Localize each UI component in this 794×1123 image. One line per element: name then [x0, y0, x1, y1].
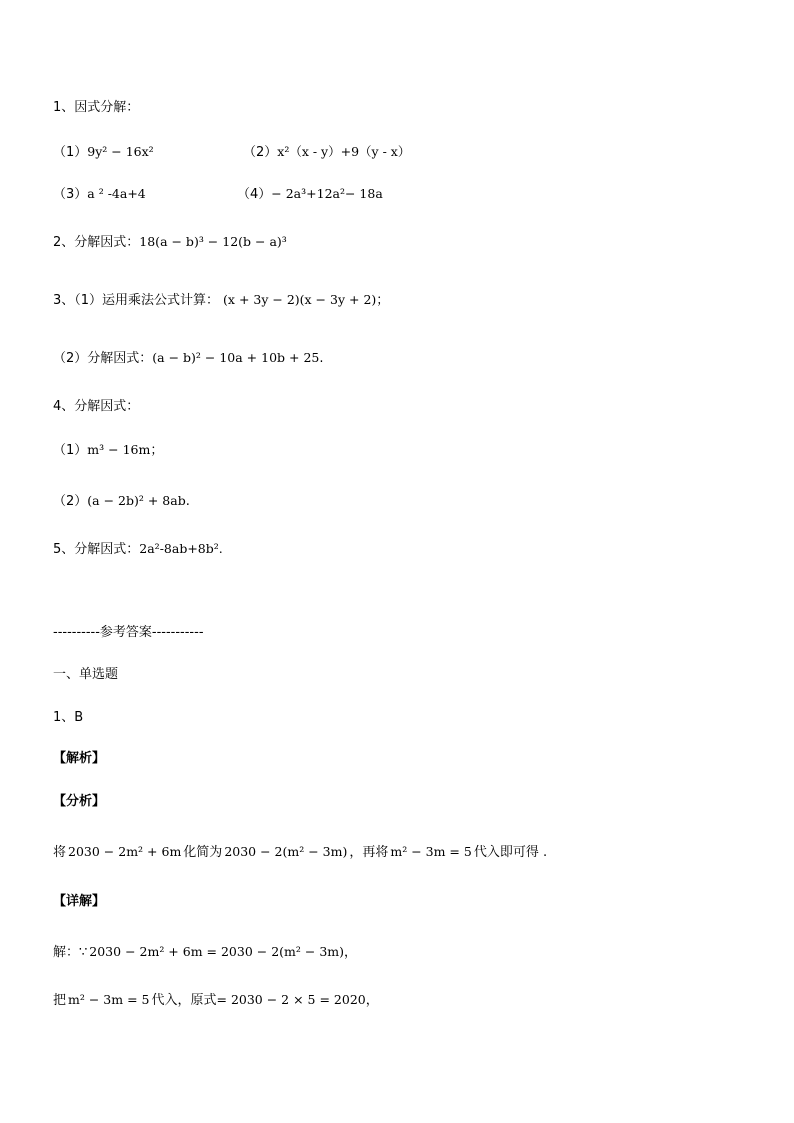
- answer-1: 1、B: [53, 710, 84, 725]
- math-expression: (a − b)² − 10a + 10b + 25: [152, 350, 320, 365]
- math-expression: (x + 3y − 2)(x − 3y + 2): [223, 292, 377, 307]
- section-title: 一、单选题: [53, 667, 119, 682]
- math-expression: (a − 2b)² + 8ab: [87, 493, 186, 508]
- problem-4-title: 4、分解因式：: [53, 399, 140, 414]
- math-expression: a ² -4a+4: [87, 186, 146, 201]
- text-segment: 化简为: [183, 845, 223, 860]
- punctuation: ，: [344, 945, 358, 960]
- problem-3-part-1: [53, 291, 389, 310]
- math-expression: 2030 − 2(m² − 3m): [224, 844, 348, 859]
- math-expression: 2a²-8ab+8b².: [139, 541, 223, 556]
- text-segment: 代入即可得 .: [473, 845, 548, 860]
- text-segment: 将: [53, 845, 67, 860]
- math-expression: m² − 3m = 5: [390, 844, 472, 859]
- text-segment: 代入，原式: [151, 993, 217, 1008]
- math-expression: 2030 − 2m² + 6m: [68, 844, 182, 859]
- punctuation: ，: [365, 993, 379, 1008]
- math-expression: 9y² − 16x²: [87, 144, 154, 159]
- text-segment: 把: [53, 993, 67, 1008]
- part-label: （3）: [53, 187, 88, 202]
- problem-label: 2、分解因式：: [53, 235, 140, 250]
- math-expression: 2030 − 2m² + 6m = 2030 − 2(m² − 3m): [89, 944, 345, 959]
- problem-1-part-2: [243, 143, 410, 162]
- problem-label: 3、（1）运用乘法公式计算：: [53, 293, 220, 308]
- math-expression: m² − 3m = 5: [68, 992, 150, 1007]
- text-segment: 解：∵: [53, 945, 88, 960]
- problem-2: [53, 233, 287, 252]
- problem-4-part-2: [53, 492, 190, 511]
- punctuation: .: [319, 351, 324, 366]
- math-expression: − 2a³+12a²− 18a: [271, 186, 383, 201]
- problem-5: [53, 540, 223, 559]
- math-expression: 18(a − b)³ − 12(b − a)³: [139, 234, 287, 249]
- problem-1-part-4: [237, 185, 383, 204]
- solution-line-1: [53, 943, 357, 962]
- punctuation: ；: [376, 293, 390, 308]
- problem-1-part-1: [53, 143, 154, 162]
- fenxi-text: [53, 843, 547, 862]
- part-label: （4）: [237, 187, 272, 202]
- problem-label: 5、分解因式：: [53, 542, 140, 557]
- part-label: （1）: [53, 145, 88, 160]
- punctuation: ；: [150, 443, 164, 458]
- xiangjie-tag: 【详解】: [53, 894, 106, 909]
- solution-line-2: [53, 991, 379, 1010]
- punctuation: .: [185, 494, 190, 509]
- math-expression: m³ − 16m: [87, 442, 151, 457]
- problem-1-title: 1、因式分解：: [53, 100, 140, 115]
- part-label: （1）: [53, 443, 88, 458]
- math-expression: x²（x - y）+9（y - x）: [277, 144, 411, 159]
- analysis-tag: 【解析】: [53, 751, 106, 766]
- problem-4-part-1: [53, 441, 163, 460]
- problem-3-part-2: [53, 349, 324, 368]
- problem-1-part-3: [53, 185, 146, 204]
- answers-header: ----------参考答案-----------: [53, 625, 204, 640]
- text-segment: ，再将: [349, 845, 389, 860]
- fenxi-tag: 【分析】: [53, 794, 106, 809]
- math-expression: = 2030 − 2 × 5 = 2020: [216, 992, 366, 1007]
- part-label: （2）: [53, 494, 88, 509]
- problem-label: （2）分解因式：: [53, 351, 153, 366]
- part-label: （2）: [243, 145, 278, 160]
